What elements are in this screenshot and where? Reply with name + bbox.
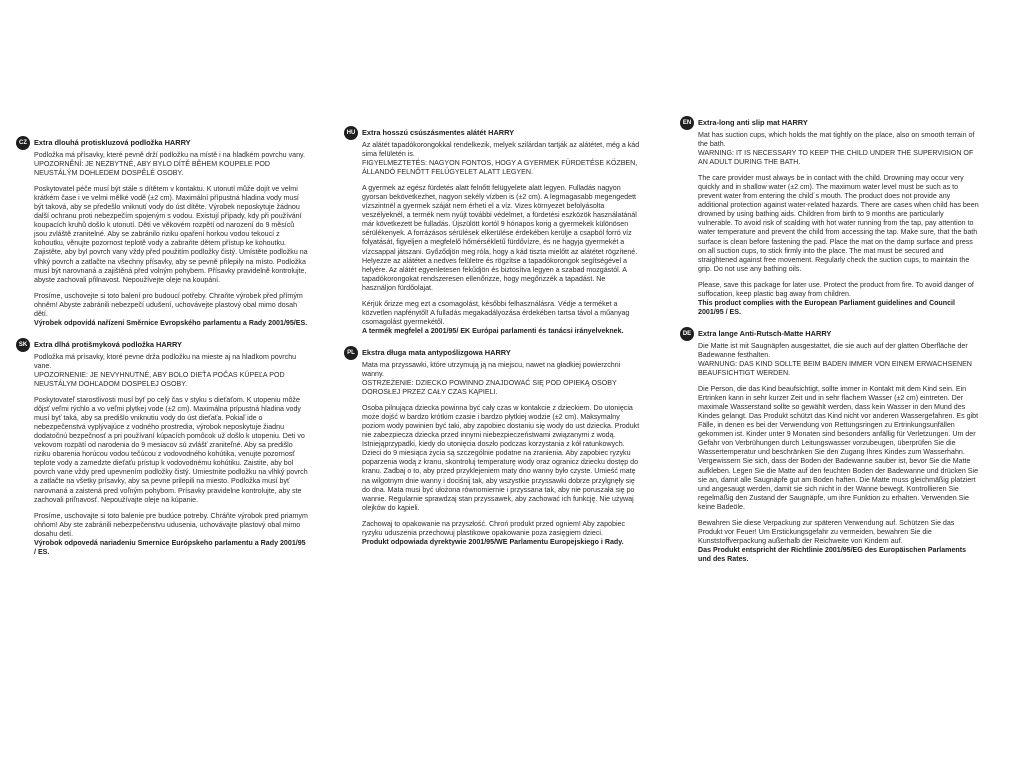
safety-text: The care provider must always be in contact with the child. Drowning may occur very quickly and in shallow water (±2 cm). The maximum water level must be such as to prevent water from entering the child´s mouth. The product does not provide any additional protection against water-related hazards. There are cases when child has been drowned by using bathing aids. Children from birth to 9 months are particularly vulnerable. To avoid risk of scalding with hot water running from the tap, pay attention to water temperature and prevent the child from accessing the tap. Make sure, that the bath surface is clean before fastening the pad. Place the mat on the damp surface and press on all suction cups, to stick firmly into the place. The mat must be secured and straightened against free movement. Regularly check the suction cups, to maintain the grip. Do not use any bathing oils.: [698, 174, 979, 273]
warning-text: WARNUNG: DAS KIND SOLLTE BEIM BADEN IMMER VON EINEM ERWACHSENEN BEAUFSICHTIGT WERDEN.: [698, 359, 972, 378]
warning-text: FIGYELMEZTETÉS: NAGYON FONTOS, HOGY A GYERMEK FÜRDETÉSE KÖZBEN, ÁLLANDÓ FELNŐTT FELÜGYELET ALATT LEGYEN.: [362, 159, 638, 177]
compliance-text: This product complies with the European Parliament guidelines and Council 2001/95 / ES.: [698, 298, 955, 316]
storage-text: Please, save this package for later use. Protect the product from fire. To avoid danger of suffocation, keep plastic bag away from children.: [698, 280, 974, 298]
column-right: [680, 116, 980, 574]
section-header: [680, 327, 980, 341]
intro-text: Podložka má přísavky, které pevně drží podložku na místě i na hladkém povrchu vany.: [34, 151, 306, 159]
safety-text: Die Person, die das Kind beaufsichtigt, sollte immer in Kontakt mit dem Kind sein. Ein Ertrinken kann in sehr kurzer Zeit und in sehr flachem Wasser (±2 cm) eintreten. Der maximale Wasserstand sollte so gewählt werden, dass kein Wasser in den Mund des Kindes gelangt. Das Produkt schützt das Kind nicht vor anderen Wassergefahren. Es gibt Fälle, in denen es bei der Verwendung von Rettungsringen zu Ertrinkungsunfällen gekommen ist. Kinder unter 9 Monaten sind besonders anfällig für Verletzungen. Um der Gefahr von Verbrühungen durch Leitungswasser vorzubeugen, überprüfen Sie die Wassertemperatur und beschränken Sie den Zugang Ihres Kindes zum Wasserhahn. Vergewissern Sie sich, dass der Boden der Badewanne sauber ist, bevor Sie die Matte aufkleben. Legen Sie die Matte auf den feuchten Boden der Badewanne und drücken Sie sie an, damit alle Saugnäpfe gut am Boden haften. Die Matte muss gleichmäßig platziert und angesaugt werden, damit sie sich nicht in der Wanne bewegt. Kontrollieren Sie regelmäßig den Zustand der Saugnäpfe, um ihre Funktion zu erhalten. Verwenden Sie keine Badeöle.: [698, 385, 979, 511]
section-header: [680, 116, 980, 130]
storage-text: Bewahren Sie diese Verpackung zur späteren Verwendung auf. Schützen Sie das Produkt vor Feuer! Um Erstickungsgefahr zu vermeiden, bewahren Sie die Kunststoffverpackung außerhalb der Reichweite von Kindern auf.: [698, 518, 955, 545]
section-header: [344, 346, 640, 360]
section-header: [16, 136, 308, 150]
language-badge-cz: CZ: [16, 136, 30, 150]
safety-text: Poskytovateľ starostlivosti musí byť po celý čas v styku s dieťaťom. K utopeniu môže dôjsť veľmi rýchlo a vo veľmi plytkej vode (±2 cm). Maximálna prípustná hladina vody musí byť taká, aby sa predišlo vniknutiu vody do úst dieťaťa. Pokiaľ ide o nebezpečenstvá vyplývajúce z vodného prostredia, výrobok neposkytuje žiadnu dodatočnú bezpečnosť a pri používaní kúpacích pomôcok už došlo k utopeniu. Deti vo vekovom rozpätí od narodenia do 9 mesiacov sú zvlášť zraniteľné. Aby sa predišlo riziku obarenia horúcou vodou tečúcou z vodovodného kohútika, venujte pozornosť teplote vody a zamedzte dieťaťu prístup k vodovodnému kohútiku. Zaistite, aby bol povrch vane vždy pred upevnením podložky čistý. Umiestnite podložku na vlhký povrch a zatlačte na všetky prísavky, aby sa pevne prilepili na miesto. Podložka musí byť narovnaná a zaistená pred voľným pohybom. Prísavky pravidelne kontrolujte, aby ste zachovali priľnavosť. Nepoužívajte oleje na kúpanie.: [34, 396, 308, 504]
section-title: Extra dlouhá protiskluzová podložka HARRY: [34, 138, 191, 148]
intro-text: Mata ma przyssawki, które utrzymują ją na miejscu, nawet na gładkiej powierzchni wanny.: [362, 360, 621, 378]
warning-text: WARNING: IT IS NECESSARY TO KEEP THE CHILD UNDER THE SUPERVISION OF AN ADULT DURING THE BATH.: [698, 149, 974, 167]
section-de: [680, 327, 980, 564]
compliance-text: A termék megfelel a 2001/95/ EK Európai parlamenti és tanácsi irányelveknek.: [362, 326, 624, 335]
section-title: Extra-long anti slip mat HARRY: [698, 118, 808, 128]
section-header: [344, 126, 640, 140]
intro-text: Podložka má prísavky, ktoré pevne drža podložku na mieste aj na hladkom povrchu vane.: [34, 352, 297, 370]
storage-text: Prosíme, uschovejte si toto balení pro budoucí potřeby. Chraňte výrobek před přímým ohněm! Abyste zabránili nebezpečí udušení, uchovávejte plastový obal mimo dosah dětí.: [34, 291, 303, 318]
warning-text: UPOZORNĚNÍ: JE NEZBYTNÉ, ABY BYLO DÍTĚ BĚHEM KOUPELE POD NEUSTÁLÝM DOHLEDEM DOSPĚLÉ OSOBY.: [34, 160, 270, 178]
warning-text: UPOZORNENIE: JE NEVYHNUTNÉ, ABY BOLO DIEŤA POČAS KÚPEĽA POD NEUSTÁLYM DOHĽADOM DOSPELEJ OSOBY.: [34, 370, 285, 388]
section-pl: [344, 346, 640, 547]
section-cz: [16, 136, 308, 328]
warning-text: OSTRZEŻENIE: DZIECKO POWINNO ZNAJDOWAĆ SIĘ POD OPIEKĄ OSOBY DOROSŁEJ PRZEZ CAŁY CZAS KĄPIELI.: [362, 379, 617, 397]
section-title: Extra dlhá protišmyková podložka HARRY: [34, 340, 182, 350]
section-sk: [16, 338, 308, 557]
storage-text: Zachowaj to opakowanie na przyszłość. Chroń produkt przed ogniem! Aby zapobiec ryzyku uduszenia przechowuj plastikowe opakowanie poza zasięgiem dzieci.: [362, 519, 626, 537]
language-badge-pl: PL: [344, 346, 358, 360]
compliance-text: Das Produkt entspricht der Richtlinie 2001/95/EG des Europäischen Parlaments und des Rates.: [698, 545, 967, 563]
section-title: Ekstra długa mata antypoślizgowa HARRY: [362, 348, 511, 358]
intro-text: Die Matte ist mit Saugnäpfen ausgestattet, die sie auch auf der glatten Oberfläche der Badewanne festhalten.: [698, 341, 968, 359]
compliance-text: Produkt odpowiada dyrektywie 2001/95/WE Parlamentu Europejskiego i Rady.: [362, 537, 624, 546]
language-badge-sk: SK: [16, 338, 30, 352]
section-hu: [344, 126, 640, 336]
intro-text: Az alátét tapadókorongokkal rendelkezik, melyek szilárdan tartják az alátétet, még a kád sima felületén is.: [362, 141, 640, 159]
section-title: Extra hosszú csúszásmentes alátét HARRY: [362, 128, 515, 138]
storage-text: Kérjük őrizze meg ezt a csomagolást, későbbi felhasználásra. Védje a terméket a közvetlen napfénytől! A fulladás megakadályozása érdekében tartsa távol a műanyag csomagolást gyermekétől.: [362, 299, 630, 326]
language-badge-en: EN: [680, 116, 694, 130]
storage-text: Prosíme, uschovajte si toto balenie pre budúce potreby. Chráňte výrobok pred priamym ohňom! Aby ste zabránili nebezpečenstvu udusenia, uchovávajte plastový obal mimo dosahu detí.: [34, 511, 308, 538]
safety-text: Poskytovatel péče musí být stále s dítětem v kontaktu. K utonutí může dojít ve velmi krátkém čase i ve velmi mělké vodě (±2 cm). Maximální přípustná hladina vody musí být taková, aby se předešlo vniknutí vody do úst dítěte. Výrobek neposkytuje žádnou další ochranu proti nebezpečím spojeným s vodou. Existují případy, kdy při používání koupacích kruhů došlo k utonutí. Děti ve věkovém rozpětí od narození do 9 měsíců jsou zvláště zranitelné. Aby se zabránilo riziku opaření horkou vodou tekoucí z kohoutku, věnujte pozornost teplotě vody a zabraňte dětem přístup ke kohoutku. Zajistěte, aby byl povrch vany vždy před použitím podložky čistý. Umístěte podložku na vlhký povrch a zatlačte na všechny přísavky, aby se pevně přilepily na místo. Podložka musí být narovnaná a zajištěná před volným pohybem. Přísavky pravidelně kontrolujte, abyste zachovali přilnavost. Nepoužívejte oleje na koupání.: [34, 185, 308, 284]
safety-text: Osoba pilnująca dziecka powinna być cały czas w kontakcie z dzieckiem. Do utonięcia może dojść w bardzo krótkim czasie i bardzo płytkiej wodzie (±2 cm). Maksymalny poziom wody powinien być taki, aby zapobiec dostaniu się wody do ust dziecka. Produkt nie zabezpiecza dziecka przed innymi niebezpieczeństwami związanymi z wodą. Istniejąprzypadki, kiedy do utonięcia doszło podczas korzystania z kół ratunkowych. Dzieci do 9 miesiąca życia są szczególnie podatne na zranienia. Aby zapobiec ryzyku poparzenia wodą z kranu, skontroluj temperaturę wody oraz ogranicz dziecku dostęp do kranu. Zadbaj o to, aby przed przyklejeniem maty dno wanny było czyste. Umieść matę na wilgotnym dnie wanny i dociśnij tak, aby wszystkie przyssawki dobrze przylgnęły się do dna. Mata musi być ułożona równomiernie i przyssana tak, aby nie poruszała się po wannie. Regularnie sprawdzaj stan przyssawek, aby zachować ich funkcję. Nie używaj olejków do kąpieli.: [362, 404, 640, 512]
language-badge-de: DE: [680, 327, 694, 341]
compliance-text: Výrobek odpovídá nařízení Směrnice Evropského parlamentu a Rady 2001/95/ES.: [34, 318, 308, 327]
safety-text: A gyermek az egész fürdetés alatt felnőtt felügyelete alatt legyen. Fulladás nagyon gyorsan bekövetkezhet, nagyon sekély vízben is (±2 cm). A legmagasabb megengedett vízszintnél a gyermek száját nem érheti el a víz. Vizes környezet befolyásolta veszélyeknél, a termék nem nyújt további védelmet, a fürdetési eszközök használatánál már következett be fulladás. Újszülött kortól 9 hónapos korig a gyermekek különösen sérülékenyek. A forrázásos sérülések elkerülése érdekében kerülje a csapból forró víz folyatását, figyeljen a megfelelő hőmérsékletű fürdővízre, és ne hagyja gyermekét a vízcsappal játszani. Győződjön meg róla, hogy a kád tiszta mielőtt az alátétet rögzítené. Helyezze az alátétet a nedves felületre és rögzítse a tapadókorongok segítségével a helyére. Az alátét egyenletesen fekűdjön és biztosítva legyen a szabad mozgástól. A tapadókorongokat rendszeresen ellenőrizze, hogy megőrizzék a tapadást. Ne használjon fürdőolajat.: [362, 184, 638, 292]
compliance-text: Výrobok odpovedá nariadeniu Smernice Európskeho parlamentu a Rady 2001/95 / ES.: [34, 538, 306, 556]
language-badge-hu: HU: [344, 126, 358, 140]
section-en: [680, 116, 980, 317]
column-left: [16, 136, 308, 567]
section-title: Extra lange Anti-Rutsch-Matte HARRY: [698, 329, 832, 339]
section-header: [16, 338, 308, 352]
column-middle: [344, 126, 640, 557]
intro-text: Mat has suction cups, which holds the mat tightly on the place, also on smooth terrain of the bath.: [698, 131, 975, 149]
